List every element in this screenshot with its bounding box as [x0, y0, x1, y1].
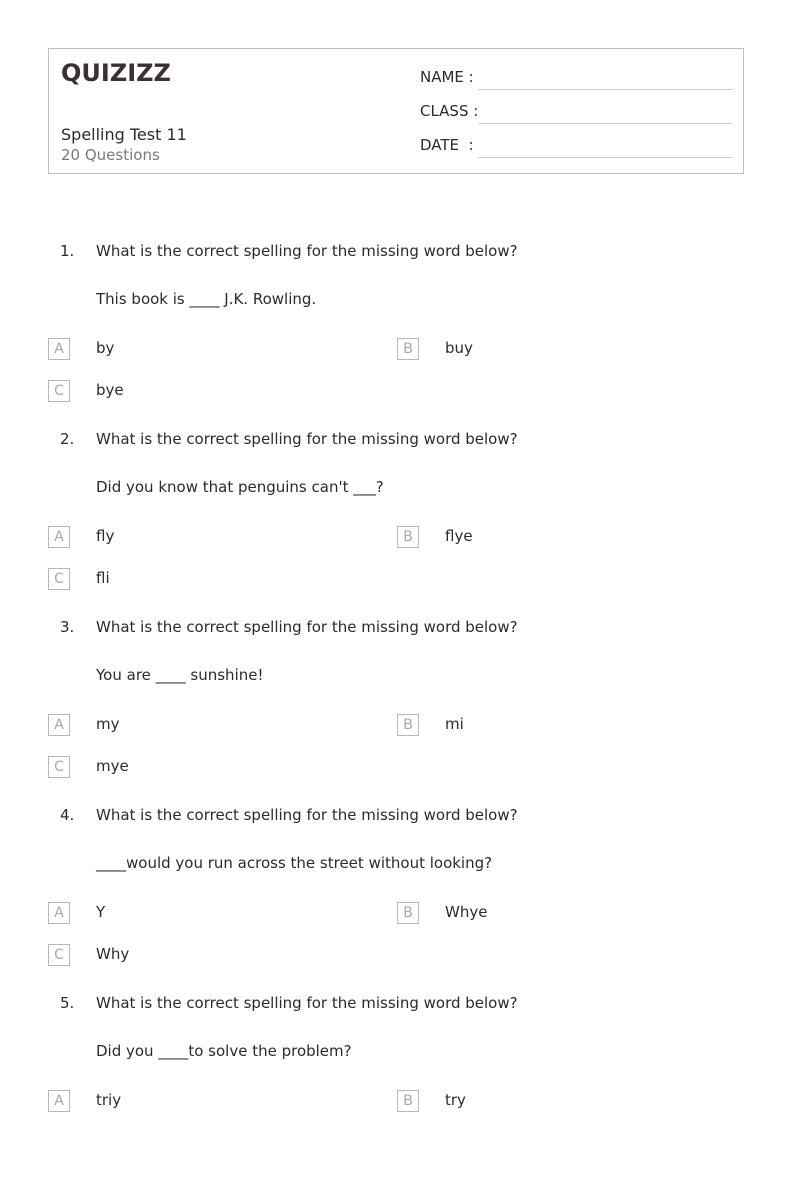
- question-count: 20 Questions: [61, 146, 160, 164]
- option-text: Why: [96, 945, 130, 963]
- option-letter-box[interactable]: B: [397, 902, 419, 924]
- name-label: NAME :: [420, 68, 474, 86]
- option-letter-box[interactable]: A: [48, 1090, 70, 1112]
- class-label: CLASS :: [420, 102, 479, 120]
- question-number: 3.: [60, 618, 75, 636]
- class-field[interactable]: [420, 102, 733, 126]
- option-text: buy: [445, 339, 473, 357]
- question-number: 1.: [60, 242, 75, 260]
- answer-option[interactable]: [397, 526, 697, 550]
- answer-option[interactable]: [48, 944, 348, 968]
- option-letter-box[interactable]: B: [397, 526, 419, 548]
- quizizz-logo: QUIZIZZ: [61, 59, 171, 87]
- question-sentence: Did you know that penguins can't ___?: [96, 478, 384, 496]
- option-text: flye: [445, 527, 473, 545]
- option-letter-box[interactable]: A: [48, 902, 70, 924]
- question-sentence: Did you ____to solve the problem?: [96, 1042, 352, 1060]
- question-text: What is the correct spelling for the missing word below?: [96, 242, 518, 260]
- option-text: triy: [96, 1091, 122, 1109]
- option-text: fli: [96, 569, 110, 587]
- option-letter-box[interactable]: C: [48, 568, 70, 590]
- test-title: Spelling Test 11: [61, 125, 187, 144]
- option-text: mi: [445, 715, 464, 733]
- question-text: What is the correct spelling for the missing word below?: [96, 994, 518, 1012]
- name-field[interactable]: [420, 68, 733, 92]
- answer-option[interactable]: [48, 756, 348, 780]
- option-letter-box[interactable]: A: [48, 714, 70, 736]
- answer-option[interactable]: [48, 1090, 348, 1114]
- option-letter-box[interactable]: C: [48, 944, 70, 966]
- option-text: fly: [96, 527, 115, 545]
- option-letter-box[interactable]: B: [397, 714, 419, 736]
- question-number: 4.: [60, 806, 75, 824]
- question-number: 2.: [60, 430, 75, 448]
- question-2: [0, 430, 794, 618]
- answer-option[interactable]: [48, 568, 348, 592]
- answer-option[interactable]: [48, 526, 348, 550]
- option-letter-box[interactable]: C: [48, 756, 70, 778]
- option-letter-box[interactable]: A: [48, 338, 70, 360]
- option-text: Whye: [445, 903, 488, 921]
- option-text: Y: [96, 903, 106, 921]
- question-1: [0, 242, 794, 430]
- answer-option[interactable]: [397, 338, 697, 362]
- answer-option[interactable]: [48, 902, 348, 926]
- answer-option[interactable]: [48, 380, 348, 404]
- answer-option[interactable]: [397, 902, 697, 926]
- question-4: [0, 806, 794, 994]
- question-text: What is the correct spelling for the missing word below?: [96, 618, 518, 636]
- option-text: try: [445, 1091, 466, 1109]
- date-label: DATE :: [420, 136, 474, 154]
- option-text: by: [96, 339, 115, 357]
- answer-option[interactable]: [397, 1090, 697, 1114]
- option-text: mye: [96, 757, 129, 775]
- date-line: [478, 157, 733, 158]
- question-sentence: ____would you run across the street without looking?: [96, 854, 493, 872]
- question-sentence: You are ____ sunshine!: [96, 666, 264, 684]
- option-text: bye: [96, 381, 124, 399]
- option-text: my: [96, 715, 120, 733]
- option-letter-box[interactable]: B: [397, 1090, 419, 1112]
- class-line: [478, 123, 733, 124]
- answer-option[interactable]: [48, 714, 348, 738]
- option-letter-box[interactable]: A: [48, 526, 70, 548]
- question-sentence: This book is ____ J.K. Rowling.: [96, 290, 317, 308]
- option-letter-box[interactable]: B: [397, 338, 419, 360]
- option-letter-box[interactable]: C: [48, 380, 70, 402]
- worksheet-header: [48, 48, 744, 174]
- answer-option[interactable]: [48, 338, 348, 362]
- answer-option[interactable]: [397, 714, 697, 738]
- question-text: What is the correct spelling for the missing word below?: [96, 430, 518, 448]
- question-number: 5.: [60, 994, 75, 1012]
- date-field[interactable]: [420, 136, 733, 160]
- question-3: [0, 618, 794, 806]
- question-5: [0, 994, 794, 1182]
- name-line: [478, 89, 733, 90]
- question-text: What is the correct spelling for the missing word below?: [96, 806, 518, 824]
